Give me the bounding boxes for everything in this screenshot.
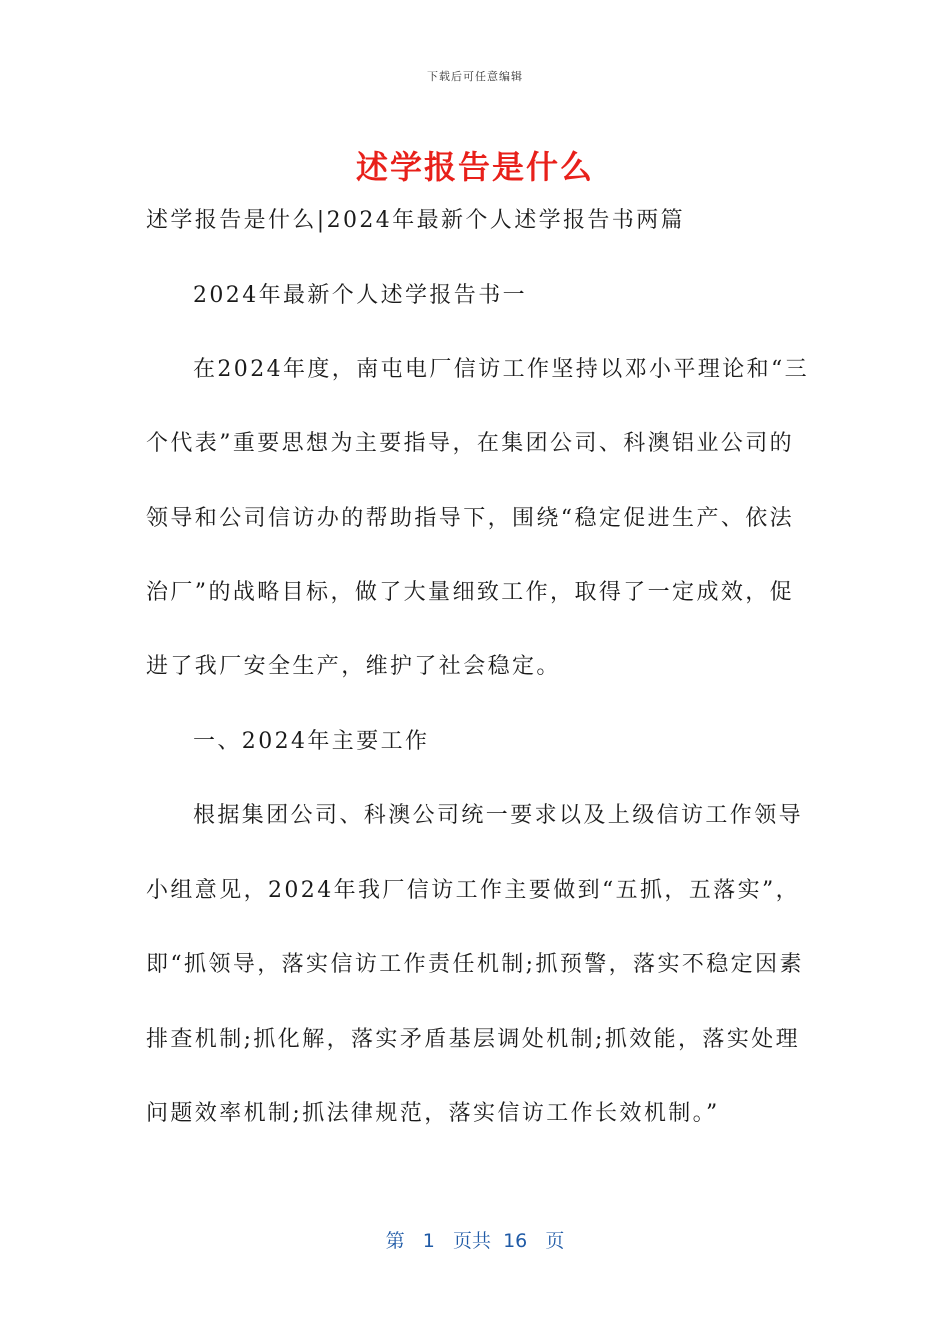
section-heading: 2024年最新个人述学报告书一 bbox=[193, 283, 527, 308]
footer-prefix: 第 bbox=[385, 1230, 405, 1252]
header-note: 下载后可任意编辑 bbox=[427, 70, 523, 83]
paragraph-line: 小组意见，2024年我厂信访工作主要做到“五抓，五落实”， bbox=[146, 878, 801, 903]
paragraph-line: 排查机制;抓化解，落实矛盾基层调处机制;抓效能，落实处理 bbox=[146, 1027, 801, 1052]
paragraph-line: 进了我厂安全生产，维护了社会稳定。 bbox=[146, 654, 561, 679]
paragraph-line: 即“抓领导，落实信访工作责任机制;抓预警，落实不稳定因素 bbox=[146, 952, 804, 977]
document-title: 述学报告是什么 bbox=[355, 148, 594, 186]
total-pages-number: 16 bbox=[503, 1230, 528, 1252]
footer-suffix: 页 bbox=[545, 1230, 565, 1252]
section-heading: 一、2024年主要工作 bbox=[193, 729, 430, 754]
paragraph-line: 领导和公司信访办的帮助指导下，围绕“稳定促进生产、依法 bbox=[146, 506, 795, 531]
paragraph-line: 治厂”的战略目标，做了大量细致工作，取得了一定成效，促 bbox=[146, 580, 795, 605]
footer-middle: 页共 bbox=[452, 1230, 491, 1252]
paragraph-line: 在2024年度，南屯电厂信访工作坚持以邓小平理论和“三 bbox=[193, 357, 810, 382]
paragraph-line: 个代表”重要思想为主要指导，在集团公司、科澳铝业公司的 bbox=[146, 431, 795, 456]
paragraph-line: 根据集团公司、科澳公司统一要求以及上级信访工作领导 bbox=[193, 803, 804, 828]
page-footer bbox=[0, 1226, 950, 1253]
paragraph-line: 问题效率机制;抓法律规范，落实信访工作长效机制。” bbox=[146, 1101, 720, 1126]
current-page-number: 1 bbox=[422, 1230, 435, 1252]
subtitle-line: 述学报告是什么|2024年最新个人述学报告书两篇 bbox=[146, 208, 686, 233]
